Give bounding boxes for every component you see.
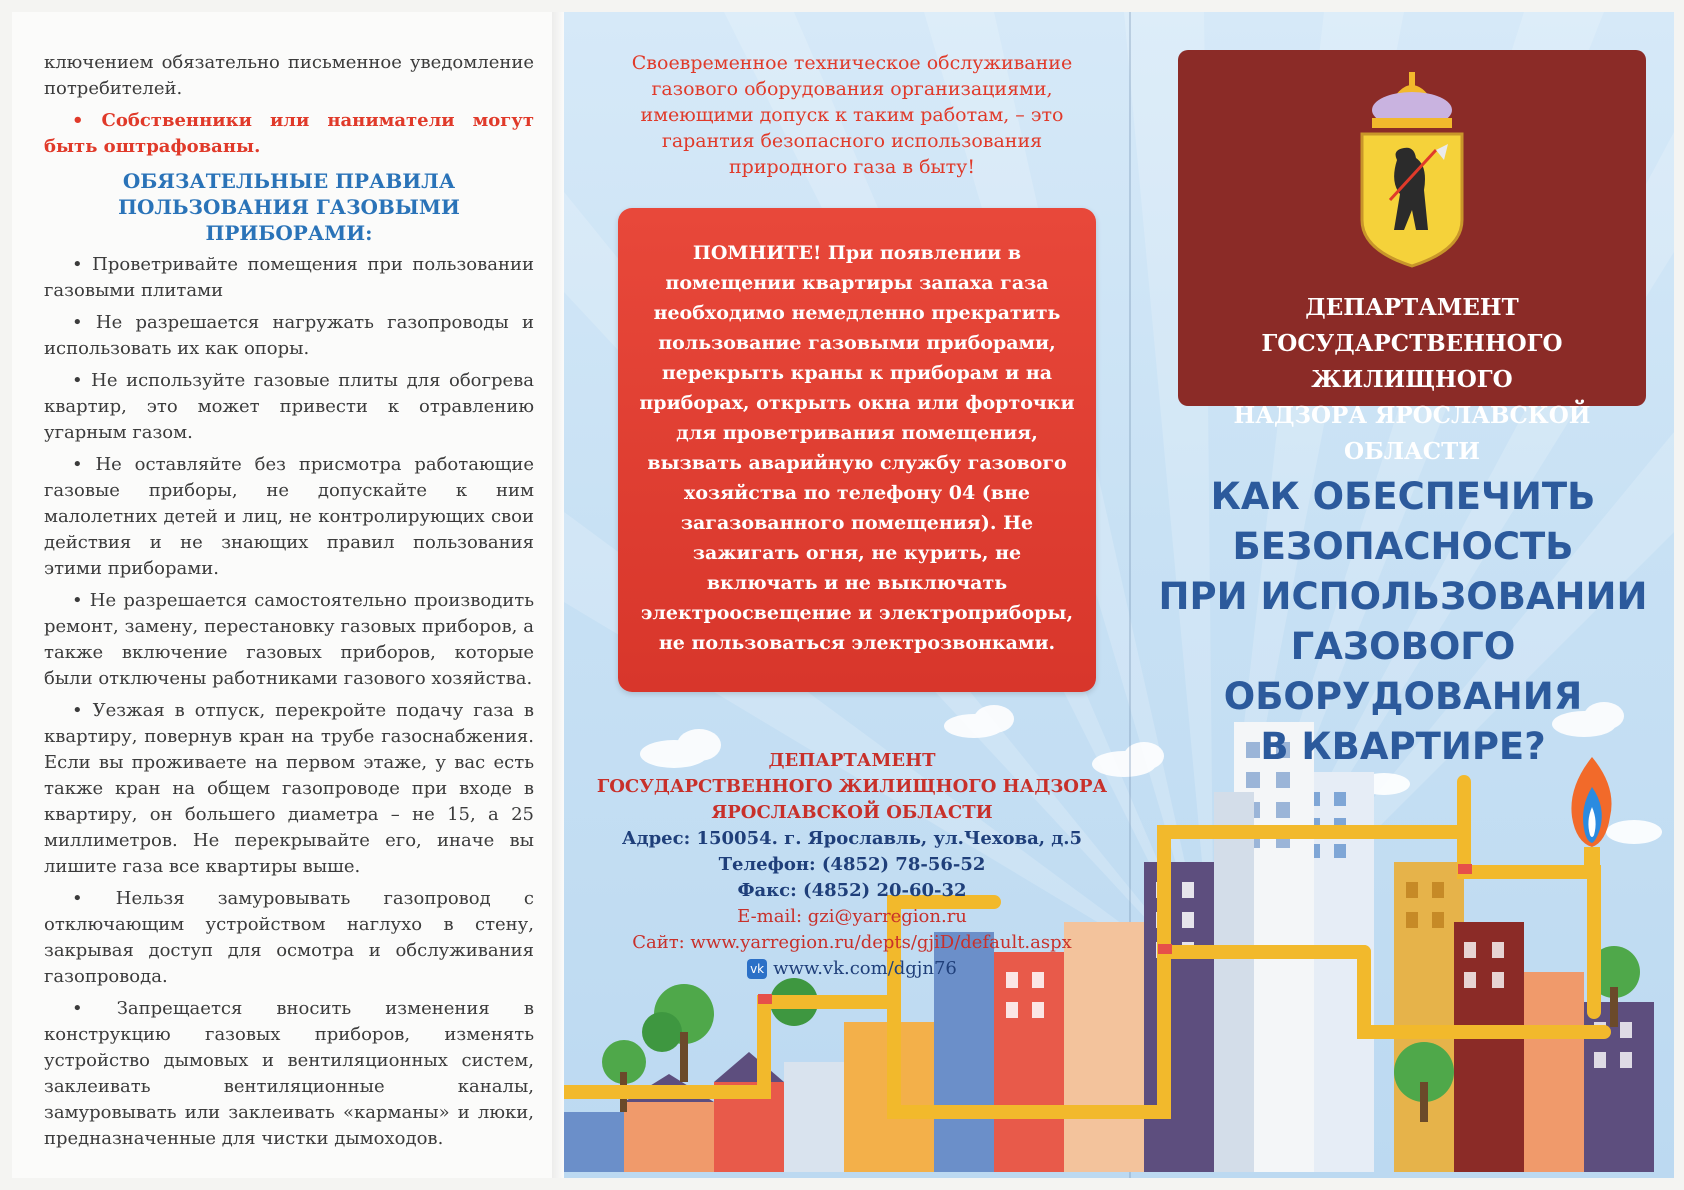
department-header [1178, 50, 1646, 465]
left-panel-text [44, 50, 534, 1158]
rule-item: • Проветривайте помещения при пользовании газовыми плитами [44, 254, 534, 301]
title-line: ГАЗОВОГО ОБОРУДОВАНИЯ [1223, 625, 1583, 718]
vk-icon: vk [747, 959, 767, 979]
rule-item: • Уезжая в отпуск, перекройте подачу газа в квартиру, повернув кран на трубе газоснабжения. Если вы проживаете на первом этаже, у вас есть также кран на общем газопроводе при входе в квартиру, он большего диаметра – не 15, а 25 миллиметров. Не перекрывайте его, иначе вы лишите газа все квартиры выше. [44, 700, 534, 877]
contacts-dep-line3: ЯРОСЛАВСКОЙ ОБЛАСТИ [711, 802, 993, 823]
title-line: БЕЗОПАСНОСТЬ [1232, 525, 1574, 568]
warning-text: ПОМНИТЕ! При появлении в помещении квартиры запаха газа необходимо немедленно прекратить пользование газовыми приборами, перекрыть краны к приборам и на приборах, открыть окна или форточки для проветривания помещения, вызвать аварийную службу газового хозяйства по телефону 04 (вне загазованного помещения). Не зажигать огня, не курить, не включать и не выключать электроосвещение и электроприборы, не пользоваться электрозвонками. [639, 242, 1075, 654]
department-title-line2: ГОСУДАРСТВЕННОГО ЖИЛИЩНОГО [1261, 330, 1563, 393]
rule-item: • Не разрешается самостоятельно производить ремонт, замену, перестановку газовых приборов, а также включение газовых приборов, которые были отключены работниками газового хозяйства. [44, 590, 534, 689]
gas-flame-icon [1562, 747, 1622, 867]
title-line: В КВАРТИРЕ? [1260, 725, 1546, 768]
rule-item: • Запрещается вносить изменения в конструкцию газовых приборов, изменять устройство дымовых и вентиляционных систем, заклеивать вентиляционные каналы, замуровывать или заклеивать «карманы» и люки, предназначенные для чистки дымоходов. [44, 998, 534, 1149]
department-title-line1: ДЕПАРТАМЕНТ [1305, 294, 1519, 321]
rule-item: • Нельзя замуровывать газопровод с отключающим устройством наглухо в стену, закрывая доступ для осмотра и обслуживания газопровода. [44, 888, 534, 987]
contacts-dep-line1: ДЕПАРТАМЕНТ [768, 750, 936, 771]
right-panel [1132, 12, 1674, 1178]
department-title [1178, 290, 1646, 470]
contacts-fax: Факс: (4852) 20-60-32 [737, 880, 967, 901]
rules-heading: ОБЯЗАТЕЛЬНЫЕ ПРАВИЛА ПОЛЬЗОВАНИЯ ГАЗОВЫМИ ПРИБОРАМИ: [118, 169, 460, 245]
yaroslavl-coat-of-arms-icon [1352, 70, 1472, 270]
contacts-site[interactable]: Сайт: www.yarregion.ru/depts/gjiD/default.aspx [632, 932, 1072, 953]
contacts-vk-link[interactable]: www.vk.com/dgjn76 [773, 958, 957, 979]
brochure-title [1142, 472, 1664, 772]
brochure-sheet [12, 12, 1674, 1178]
department-title-line3: НАДЗОРА ЯРОСЛАВСКОЙ ОБЛАСТИ [1233, 402, 1591, 465]
fold-shadow [552, 12, 564, 1178]
title-line: КАК ОБЕСПЕЧИТЬ [1210, 475, 1596, 518]
maintenance-note: Своевременное техническое обслуживание газового оборудования организациями, имеющими допуск к таким работам, – это гарантия безопасного использования природного газа в быту! [631, 52, 1073, 178]
middle-panel [592, 12, 1112, 1178]
contacts-vk[interactable] [592, 956, 1112, 982]
contacts-email[interactable]: E-mail: gzi@yarregion.ru [737, 906, 967, 927]
intro-text: ключением обязательно письменное уведомление потребителей. [44, 52, 534, 99]
contacts-block [592, 748, 1112, 982]
left-panel [12, 12, 564, 1178]
contacts-address: Адрес: 150054. г. Ярославль, ул.Чехова, д.5 [621, 828, 1083, 849]
fine-warning: • Собственники или наниматели могут быть оштрафованы. [44, 110, 534, 157]
warning-box [618, 208, 1096, 692]
rule-item: • Не разрешается нагружать газопроводы и использовать их как опоры. [44, 312, 534, 359]
contacts-phone: Телефон: (4852) 78-56-52 [718, 854, 986, 875]
rule-item: • Не используйте газовые плиты для обогрева квартир, это может привести к отравлению угарным газом. [44, 370, 534, 443]
title-line: ПРИ ИСПОЛЬЗОВАНИИ [1158, 575, 1648, 618]
rule-item: • Не оставляйте без присмотра работающие газовые приборы, не допускайте к ним малолетних детей и лиц, не контролирующих свои действия и не знающих правил пользования этими приборами. [44, 454, 534, 579]
contacts-dep-line2: ГОСУДАРСТВЕННОГО ЖИЛИЩНОГО НАДЗОРА [596, 776, 1108, 797]
